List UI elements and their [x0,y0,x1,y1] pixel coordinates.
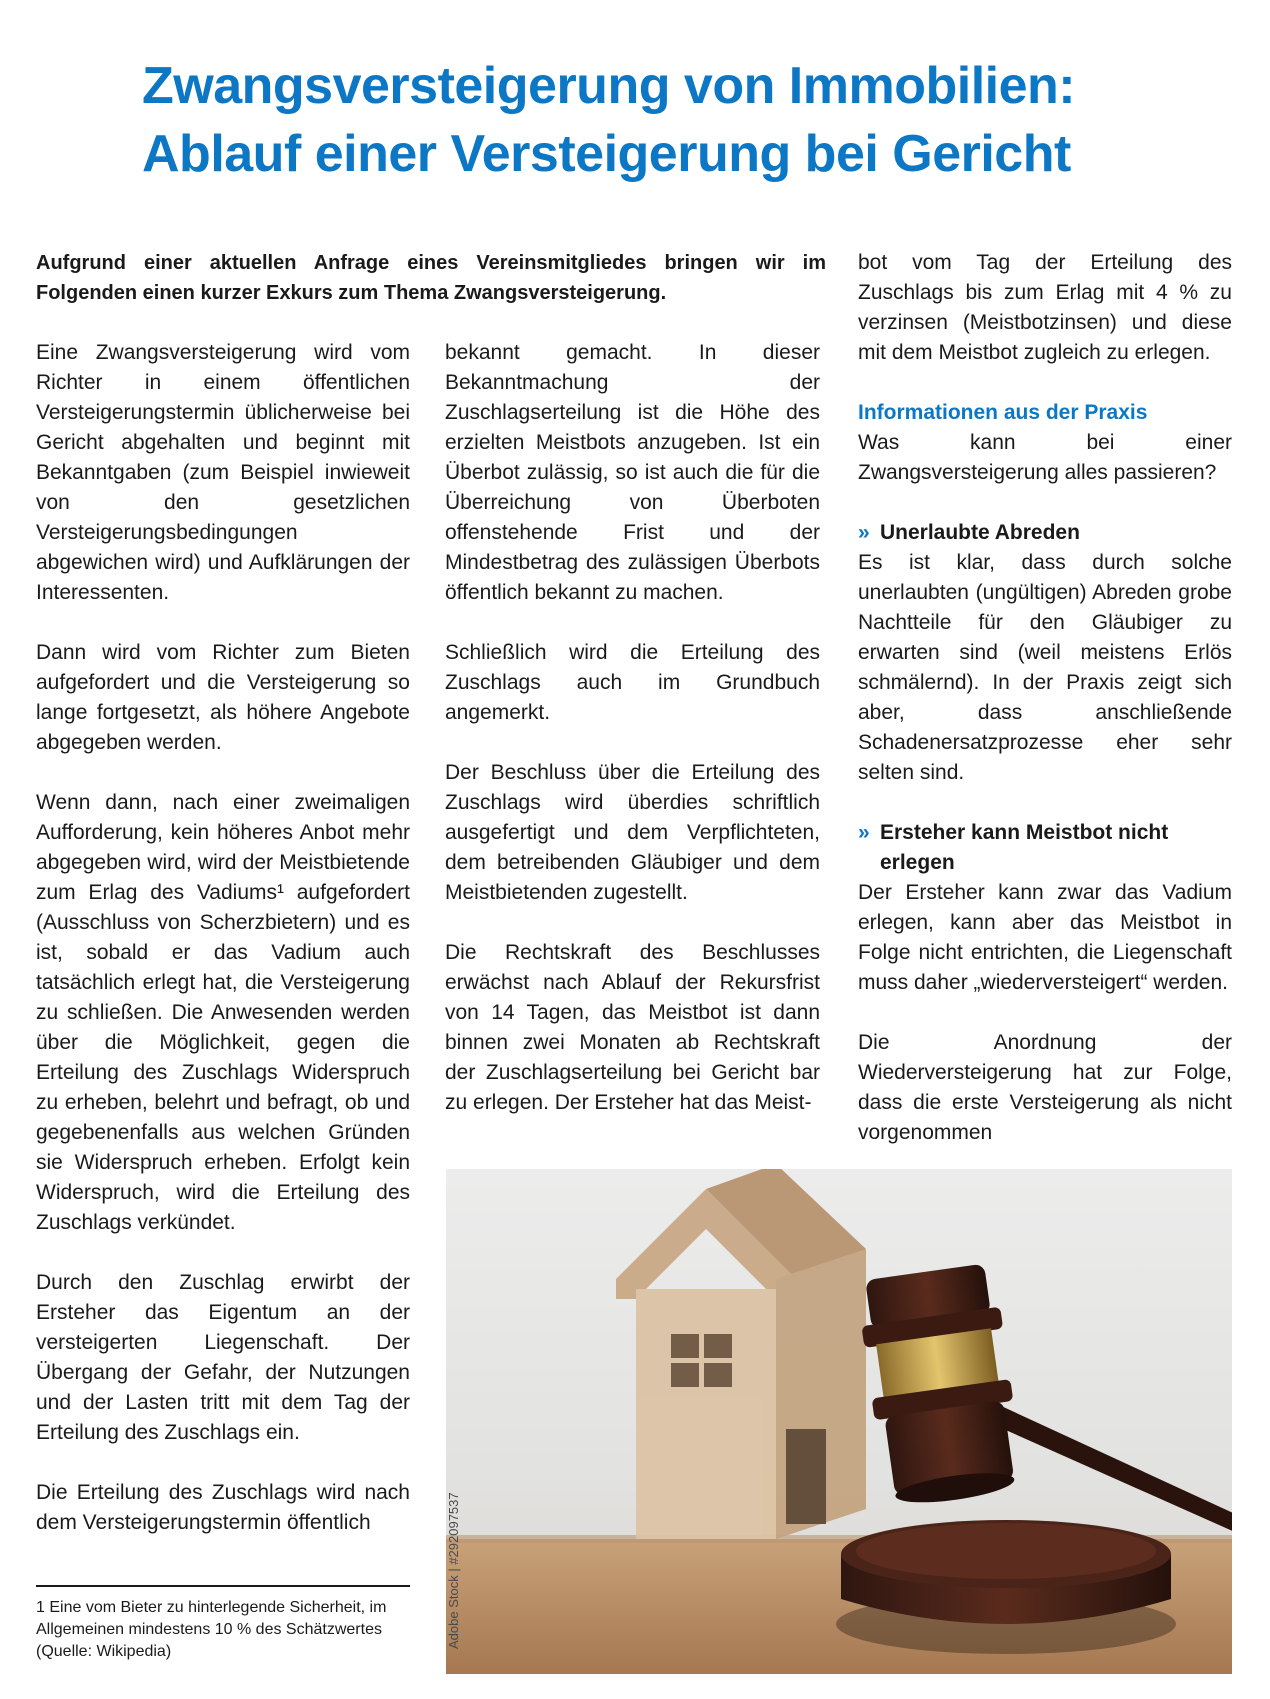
column-3 [858,248,1232,1178]
chevron-icon: » [858,521,870,544]
subheading-text: Ersteher kann Meistbot nicht erlegen [880,821,1169,874]
paragraph: Die Erteilung des Zuschlags wird nach dem Versteigerungstermin öffentlich [36,1481,410,1534]
article-title [142,52,1252,188]
paragraph: bot vom Tag der Erteilung des Zuschlags bis zum Erlag mit 4 % zu verzinsen (Meistbotzinsen) und diese mit dem Meistbot zugleich zu erlegen. [858,251,1232,364]
title-line-2: Ablauf einer Versteigerung bei Gericht [142,125,1071,183]
title-line-1: Zwangsversteigerung von Immobilien: [142,57,1076,115]
photo-illustration [446,1169,1232,1674]
house-gavel-photo [446,1169,1232,1674]
paragraph: Der Ersteher kann zwar das Vadium erlegen, kann aber das Meistbot in Folge nicht entrichten, die Liegenschaft muss daher „wiederversteigert“ werden. [858,881,1232,994]
paragraph: Die Rechtskraft des Beschlusses erwächst nach Ablauf der Rekursfrist von 14 Tagen, das Meistbot ist dann binnen zwei Monaten ab Rechtskraft der Zuschlagserteilung bei Gericht bar zu erlegen. Der Ersteher hat das Meist- [445,941,820,1114]
section-heading: Informationen aus der Praxis [858,401,1148,424]
paragraph: Eine Zwangsversteigerung wird vom Richter in einem öffentlichen Versteigerungstermin üblicherweise bei Gericht abgehalten und beginnt mit Bekanntgaben (zum Beispiel inwieweit von den gesetzlichen Versteigerungsbedingungen abgewichen wird) und Aufklärungen der Interessenten. [36,341,410,604]
paragraph: bekannt gemacht. In dieser Bekanntmachung der Zuschlagserteilung ist die Höhe des erzielten Meistbots anzugeben. Ist ein Überbot zulässig, so ist auch die für die Überreichung von Überboten offenstehende Frist und der Mindestbetrag des zulässigen Überbots öffentlich bekannt zu machen. [445,341,820,604]
column-1 [36,338,410,1568]
intro-lead: Aufgrund einer aktuellen Anfrage eines Vereinsmitgliedes bringen wir im Folgenden einen kurzer Exkurs zum Thema Zwangsversteigerung. [36,252,826,304]
subheading-ersteher [858,818,1232,878]
column-2 [445,338,820,1148]
chevron-icon: » [858,821,870,844]
subheading-text: Unerlaubte Abreden [880,521,1080,544]
footnote: 1 Eine vom Bieter zu hinterlegende Sicherheit, im Allgemeinen mindestens 10 % des Schätzwertes (Quelle: Wikipedia) [36,1585,410,1663]
paragraph: Wenn dann, nach einer zweimaligen Aufforderung, kein höheres Anbot mehr abgegeben wird, wird der Meistbietende zum Erlag des Vadiums¹ aufgefordert (Ausschluss von Scherzbietern) und es ist, sobald er das Vadium auch tatsächlich erlegt hat, die Versteigerung zu schließen. Die Anwesenden werden über die Möglichkeit, gegen die Erteilung des Zuschlags Widerspruch zu erheben, belehrt und befragt, ob und gegebenenfalls aus welchen Gründen sie Widerspruch erheben. Erfolgt kein Widerspruch, wird die Erteilung des Zuschlags verkündet. [36,791,410,1234]
paragraph: Dann wird vom Richter zum Bieten aufgefordert und die Versteigerung so lange fortgesetzt, als höhere Angebote abgegeben werden. [36,641,410,754]
subheading-unerlaubte-abreden [858,518,1232,548]
paragraph: Die Anordnung der Wiederversteigerung hat zur Folge, dass die erste Versteigerung als nicht vorgenommen [858,1031,1232,1144]
paragraph: Der Beschluss über die Erteilung des Zuschlags wird überdies schriftlich ausgefertigt und dem Verpflichteten, dem betreibenden Gläubiger und dem Meistbietenden zugestellt. [445,761,820,904]
paragraph: Es ist klar, dass durch solche unerlaubten (ungültigen) Abreden grobe Nachtteile für den Gläubiger zu erwarten sind (weil meistens Erlös schmälernd). In der Praxis zeigt sich aber, dass anschließende Schadenersatzprozesse eher sehr selten sind. [858,551,1232,784]
image-credit-text: Adobe Stock | #292097537 [446,1492,461,1649]
paragraph: Durch den Zuschlag erwirbt der Ersteher das Eigentum an der versteigerten Liegenschaft. Der Übergang der Gefahr, der Nutzungen und der Lasten tritt mit dem Tag der Erteilung des Zuschlags ein. [36,1271,410,1444]
section-intro: Was kann bei einer Zwangsversteigerung alles passieren? [858,431,1232,484]
paragraph: Schließlich wird die Erteilung des Zuschlags auch im Grundbuch angemerkt. [445,641,820,724]
image-credit [446,1469,476,1669]
